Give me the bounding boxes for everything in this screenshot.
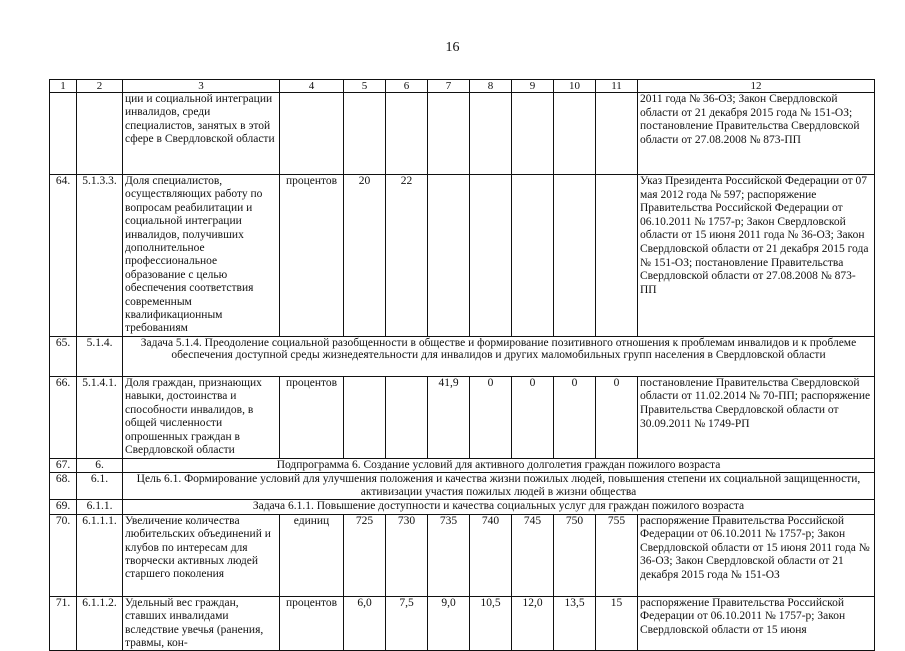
row-code-cell: 5.1.3.3. [77,175,123,337]
value-cell: 7,5 [386,596,428,651]
value-cell: 41,9 [428,376,470,458]
value-cell: 0 [554,376,596,458]
indicator-text-cell: Доля граждан, признающих навыки, достоинства и способности инвалидов, в общей численности опрошенных граждан в Свердловской области [123,376,280,458]
value-cell [512,175,554,337]
indicator-text-cell: Удельный вес граждан, ставших инвалидами вследствие увечья (ранения, травмы, кон- [123,596,280,651]
value-cell [512,93,554,175]
row-number-cell [50,93,77,175]
value-cell: 6,0 [344,596,386,651]
value-cell: 9,0 [428,596,470,651]
table-row [50,175,875,337]
goal-title-cell: Цель 6.1. Формирование условий для улучшения положения и качества жизни пожилых людей, повышения степени их социальной защищенности, активизации участия пожилых людей в жизни общества [123,473,875,500]
header-cell: 10 [554,80,596,93]
indicators-table [49,79,875,651]
unit-cell [280,93,344,175]
value-cell: 755 [596,514,638,596]
header-cell: 3 [123,80,280,93]
value-cell: 740 [470,514,512,596]
row-number-cell: 65. [50,336,77,376]
value-cell: 20 [344,175,386,337]
row-number-cell: 69. [50,500,77,514]
value-cell: 22 [386,175,428,337]
value-cell: 0 [596,376,638,458]
unit-cell: процентов [280,175,344,337]
header-cell: 5 [344,80,386,93]
value-cell [596,175,638,337]
indicator-text-cell: ции и социальной интеграции инвалидов, среди специалистов, занятых в этой сфере в Свердловской области [123,93,280,175]
unit-cell: процентов [280,596,344,651]
task-row [50,500,875,514]
value-cell [554,93,596,175]
value-cell: 12,0 [512,596,554,651]
continuation-row [50,93,875,175]
row-number-cell: 71. [50,596,77,651]
row-number-cell: 68. [50,473,77,500]
row-number-cell: 64. [50,175,77,337]
value-cell [344,376,386,458]
header-cell: 7 [428,80,470,93]
value-cell: 0 [512,376,554,458]
column-number-header-row [50,80,875,93]
header-cell: 11 [596,80,638,93]
indicator-text-cell: Увеличение количества любительских объединений и клубов по интересам для творчески активных людей старшего поколения [123,514,280,596]
subprogram-title-cell: Подпрограмма 6. Создание условий для активного долголетия граждан пожилого возраста [123,458,875,472]
goal-row [50,473,875,500]
header-cell: 12 [638,80,875,93]
value-cell [596,93,638,175]
legal-basis-cell: распоряжение Правительства Российской Федерации от 06.10.2011 № 1757-р; Закон Свердловской области от 15 июня 2011 года № 36-ОЗ; Закон Свердловской области от 21 декабря 2015 года № 151-ОЗ [638,514,875,596]
row-code-cell: 5.1.4.1. [77,376,123,458]
value-cell [470,175,512,337]
unit-cell: единиц [280,514,344,596]
row-code-cell: 6.1.1. [77,500,123,514]
value-cell: 13,5 [554,596,596,651]
value-cell: 730 [386,514,428,596]
value-cell: 725 [344,514,386,596]
task-title-cell: Задача 6.1.1. Повышение доступности и качества социальных услуг для граждан пожилого возраста [123,500,875,514]
legal-basis-cell: Указ Президента Российской Федерации от 07 мая 2012 года № 597; распоряжение Правительства Российской Федерации от 06.10.2011 № 1757-р; Закон Свердловской области от 15 июня 2011 года № 36-ОЗ; Закон Свердловской области от 21 декабря 2015 года № 151-ОЗ; постановление Правительства Свердловской области от 27.08.2008 № 873-ПП [638,175,875,337]
task-title-cell: Задача 5.1.4. Преодоление социальной разобщенности в обществе и формирование позитивного отношения к проблемам инвалидов и к проблеме обеспечения доступной среды жизнедеятельности для инвалидов и других маломобильных групп населения в Свердловской области [123,336,875,376]
legal-basis-cell: постановление Правительства Свердловской области от 11.02.2014 № 70-ПП; распоряжение Правительства Свердловской области от 30.09.2011 № 1749-РП [638,376,875,458]
value-cell: 745 [512,514,554,596]
header-cell: 1 [50,80,77,93]
table-row [50,376,875,458]
header-cell: 4 [280,80,344,93]
row-number-cell: 70. [50,514,77,596]
value-cell [386,376,428,458]
value-cell: 0 [470,376,512,458]
row-code-cell: 6.1. [77,473,123,500]
row-code-cell [77,93,123,175]
header-cell: 6 [386,80,428,93]
value-cell [344,93,386,175]
value-cell [470,93,512,175]
value-cell [428,175,470,337]
header-cell: 9 [512,80,554,93]
header-cell: 2 [77,80,123,93]
row-number-cell: 67. [50,458,77,472]
subprogram-row [50,458,875,472]
table-row [50,596,875,651]
row-number-cell: 66. [50,376,77,458]
header-cell: 8 [470,80,512,93]
page-number: 16 [445,40,460,55]
row-code-cell: 5.1.4. [77,336,123,376]
task-row [50,336,875,376]
value-cell [386,93,428,175]
unit-cell: процентов [280,376,344,458]
indicator-text-cell: Доля специалистов, осуществляющих работу по вопросам реабилитации и социальной интеграции инвалидов, получивших дополнительное профессиональное образование с целью обеспечения соответствия современным квалификационным требованиям [123,175,280,337]
value-cell [554,175,596,337]
row-code-cell: 6. [77,458,123,472]
row-code-cell: 6.1.1.1. [77,514,123,596]
row-code-cell: 6.1.1.2. [77,596,123,651]
value-cell: 735 [428,514,470,596]
value-cell [428,93,470,175]
legal-basis-cell: распоряжение Правительства Российской Федерации от 06.10.2011 № 1757-р; Закон Свердловской области от 15 июня [638,596,875,651]
value-cell: 750 [554,514,596,596]
value-cell: 15 [596,596,638,651]
legal-basis-cell: 2011 года № 36-ОЗ; Закон Свердловской области от 21 декабря 2015 года № 151-ОЗ; постановление Правительства Свердловской области от 27.08.2008 № 873-ПП [638,93,875,175]
value-cell: 10,5 [470,596,512,651]
table-row [50,514,875,596]
